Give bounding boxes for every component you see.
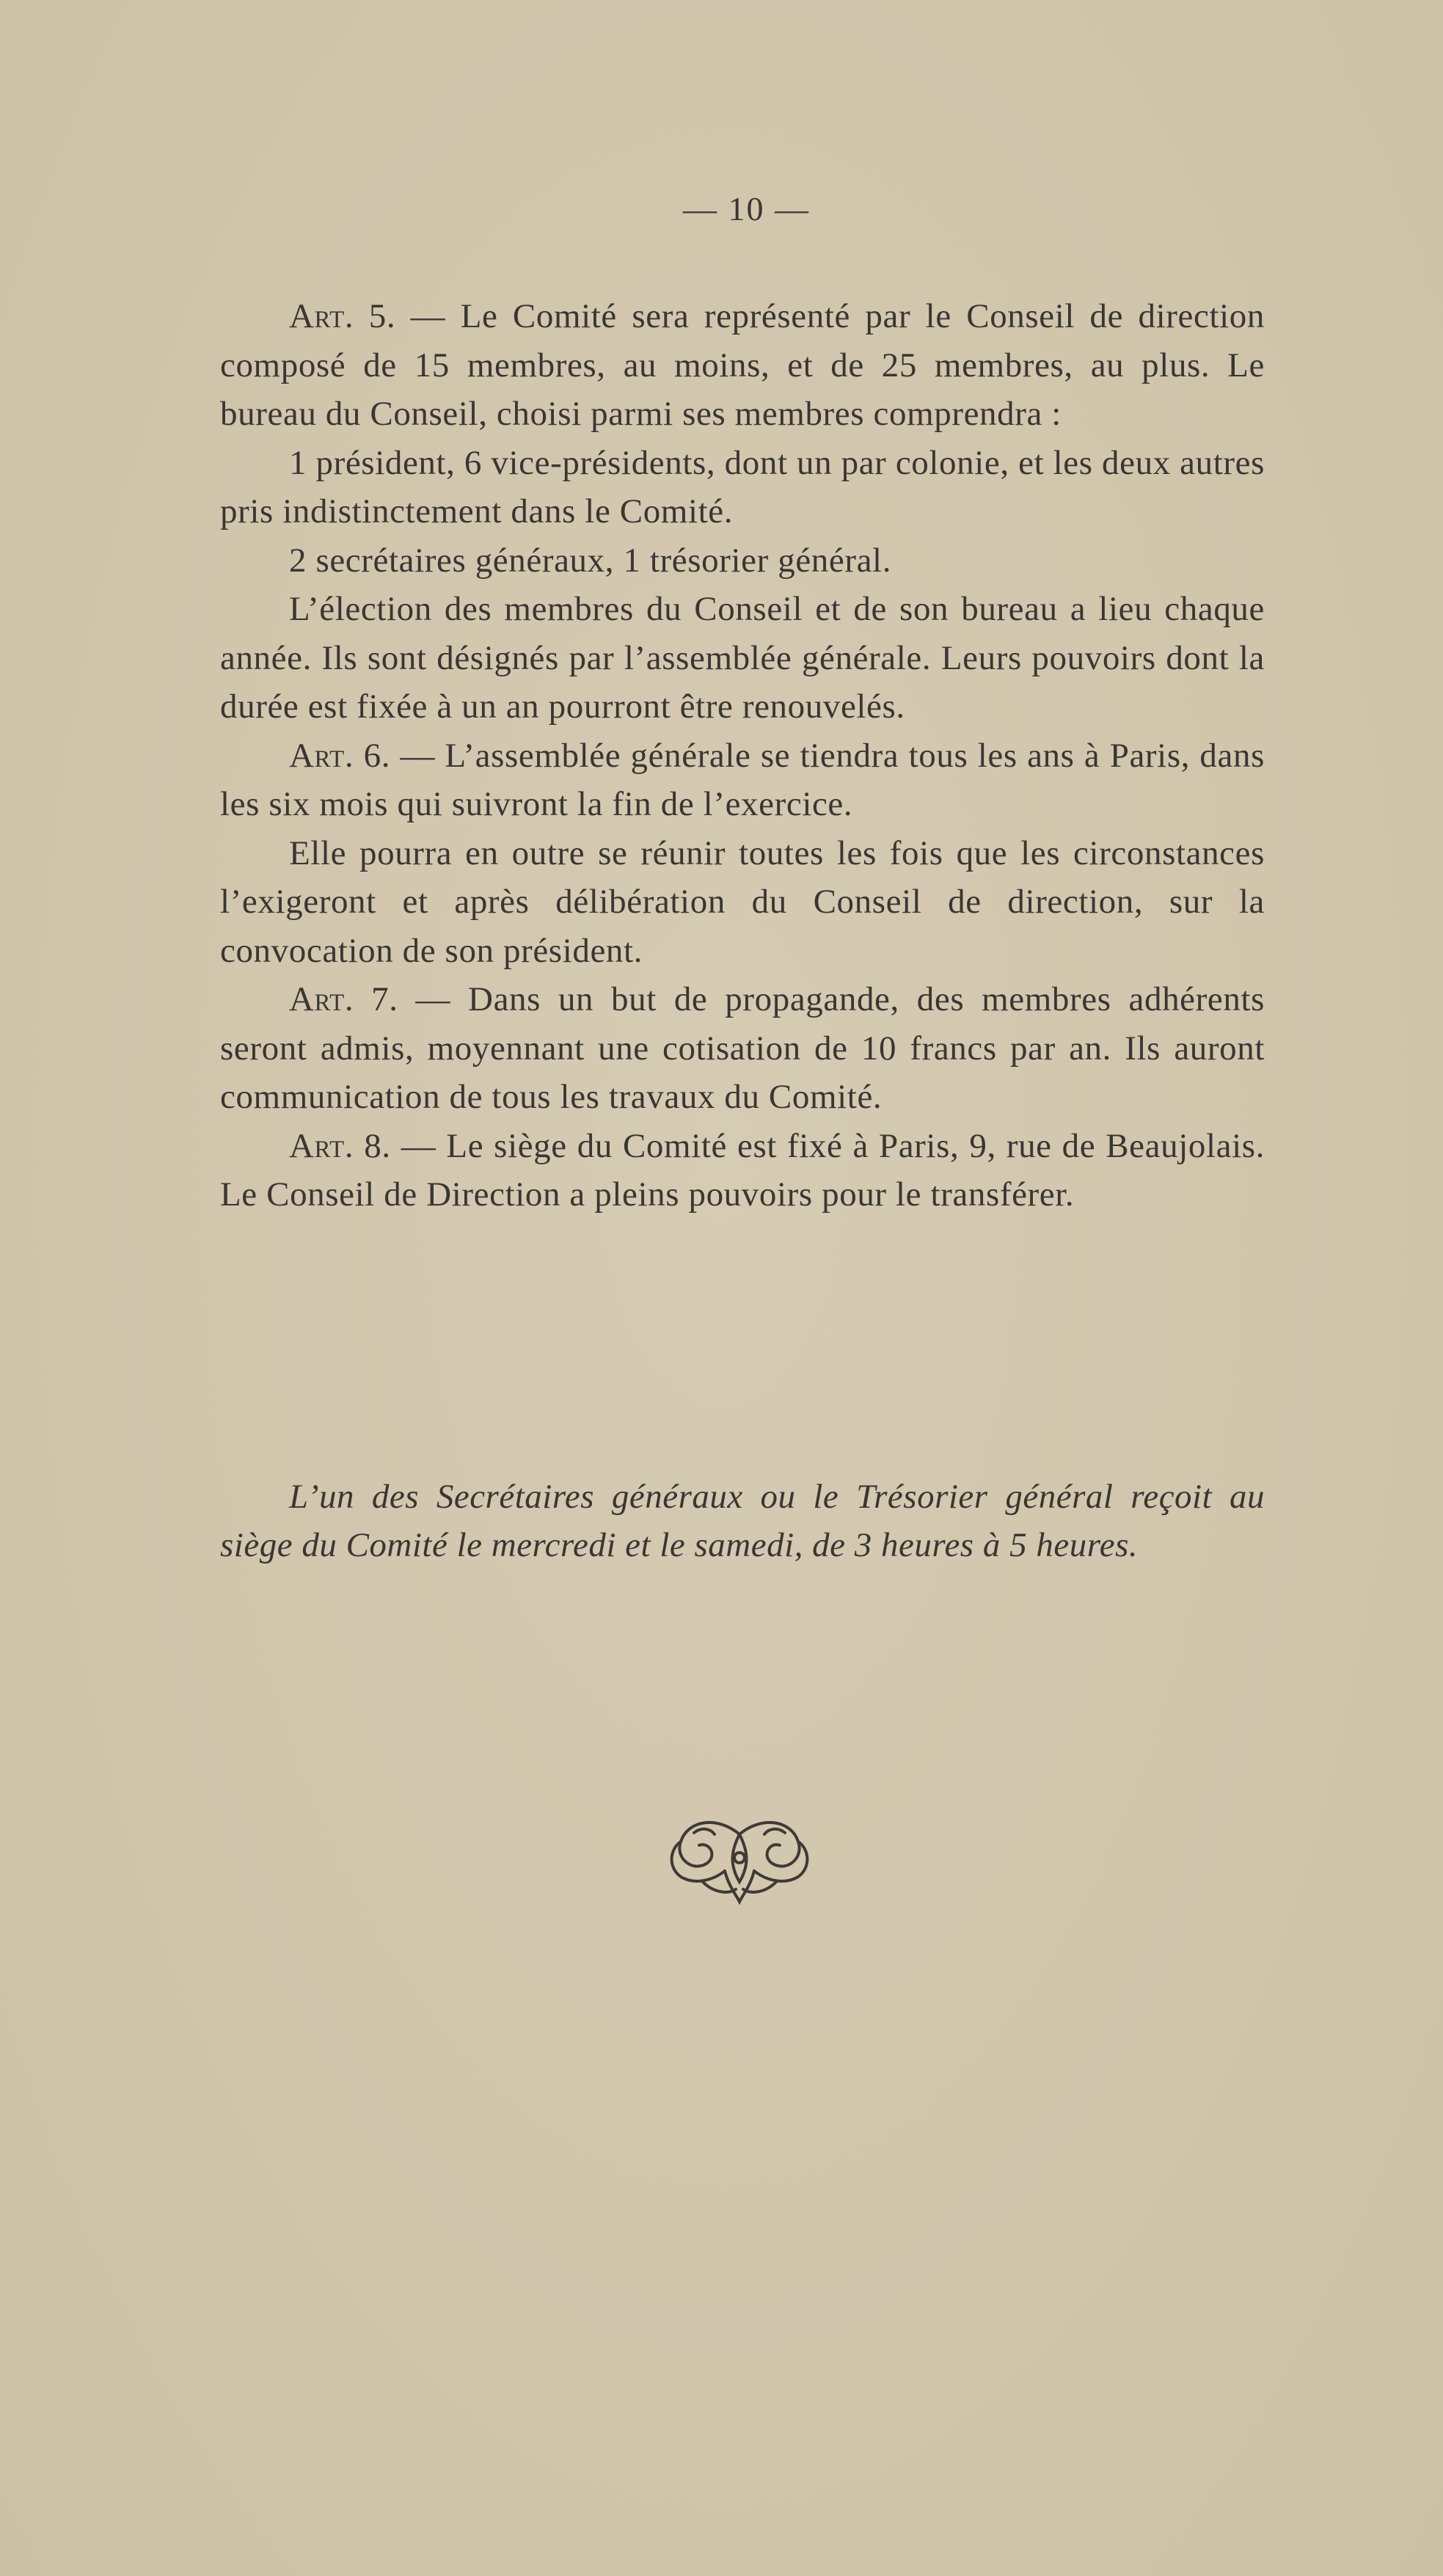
article-8-paragraph (220, 1122, 1265, 1219)
article-text: — Le siège du Comité est fixé à Paris, 9, rue de Beaujolais. Le Conseil de Direction a pleins pouvoirs pour le transférer. (220, 1126, 1265, 1214)
article-5-paragraph (220, 292, 1265, 439)
article-text: — L’assemblée générale se tiendra tous les ans à Paris, dans les six mois qui suivront la fin de l’exercice. (220, 736, 1265, 823)
article-label: Art. 8. (289, 1126, 391, 1165)
statutes-text (220, 292, 1265, 1219)
article-7-paragraph (220, 975, 1265, 1122)
officers-paragraph: 1 président, 6 vice-présidents, dont un par colonie, et les deux autres pris indistinctement dans le Comité. (220, 443, 1265, 530)
election-paragraph: L’élection des membres du Conseil et de son bureau a lieu chaque année. Ils sont désignés par l’assemblée générale. Leurs pouvoirs dont la durée est fixée à un an pourront être renouvelés. (220, 590, 1265, 726)
floral-ornament-icon (659, 1812, 820, 1908)
assembly-paragraph: Elle pourra en outre se réunir toutes les fois que les circonstances l’exigeront et après délibération du Conseil de direction, sur la convocation de son président. (220, 833, 1265, 970)
article-text: — Le Comité sera représenté par le Conseil de direction composé de 15 membres, au moins, et de 25 membres, au plus. Le bureau du Conseil, choisi parmi ses membres comprendra : (220, 297, 1265, 433)
article-label: Art. 5. (289, 297, 396, 335)
article-6-paragraph (220, 731, 1265, 829)
page-number: — 10 — (683, 190, 810, 227)
office-hours-note: L’un des Secrétaires généraux ou le Trésorier général reçoit au siège du Comité le mercredi et le samedi, de 3 heures à 5 heures. (220, 1478, 1265, 1564)
article-text: — Dans un but de propagande, des membres adhérents seront admis, moyennant une cotisation de 10 francs par an. Ils auront communication de tous les travaux du Comité. (220, 980, 1265, 1116)
article-label: Art. 7. (289, 980, 398, 1018)
secretaries-paragraph: 2 secrétaires généraux, 1 trésorier général. (289, 541, 892, 580)
article-label: Art. 6. (289, 736, 391, 775)
